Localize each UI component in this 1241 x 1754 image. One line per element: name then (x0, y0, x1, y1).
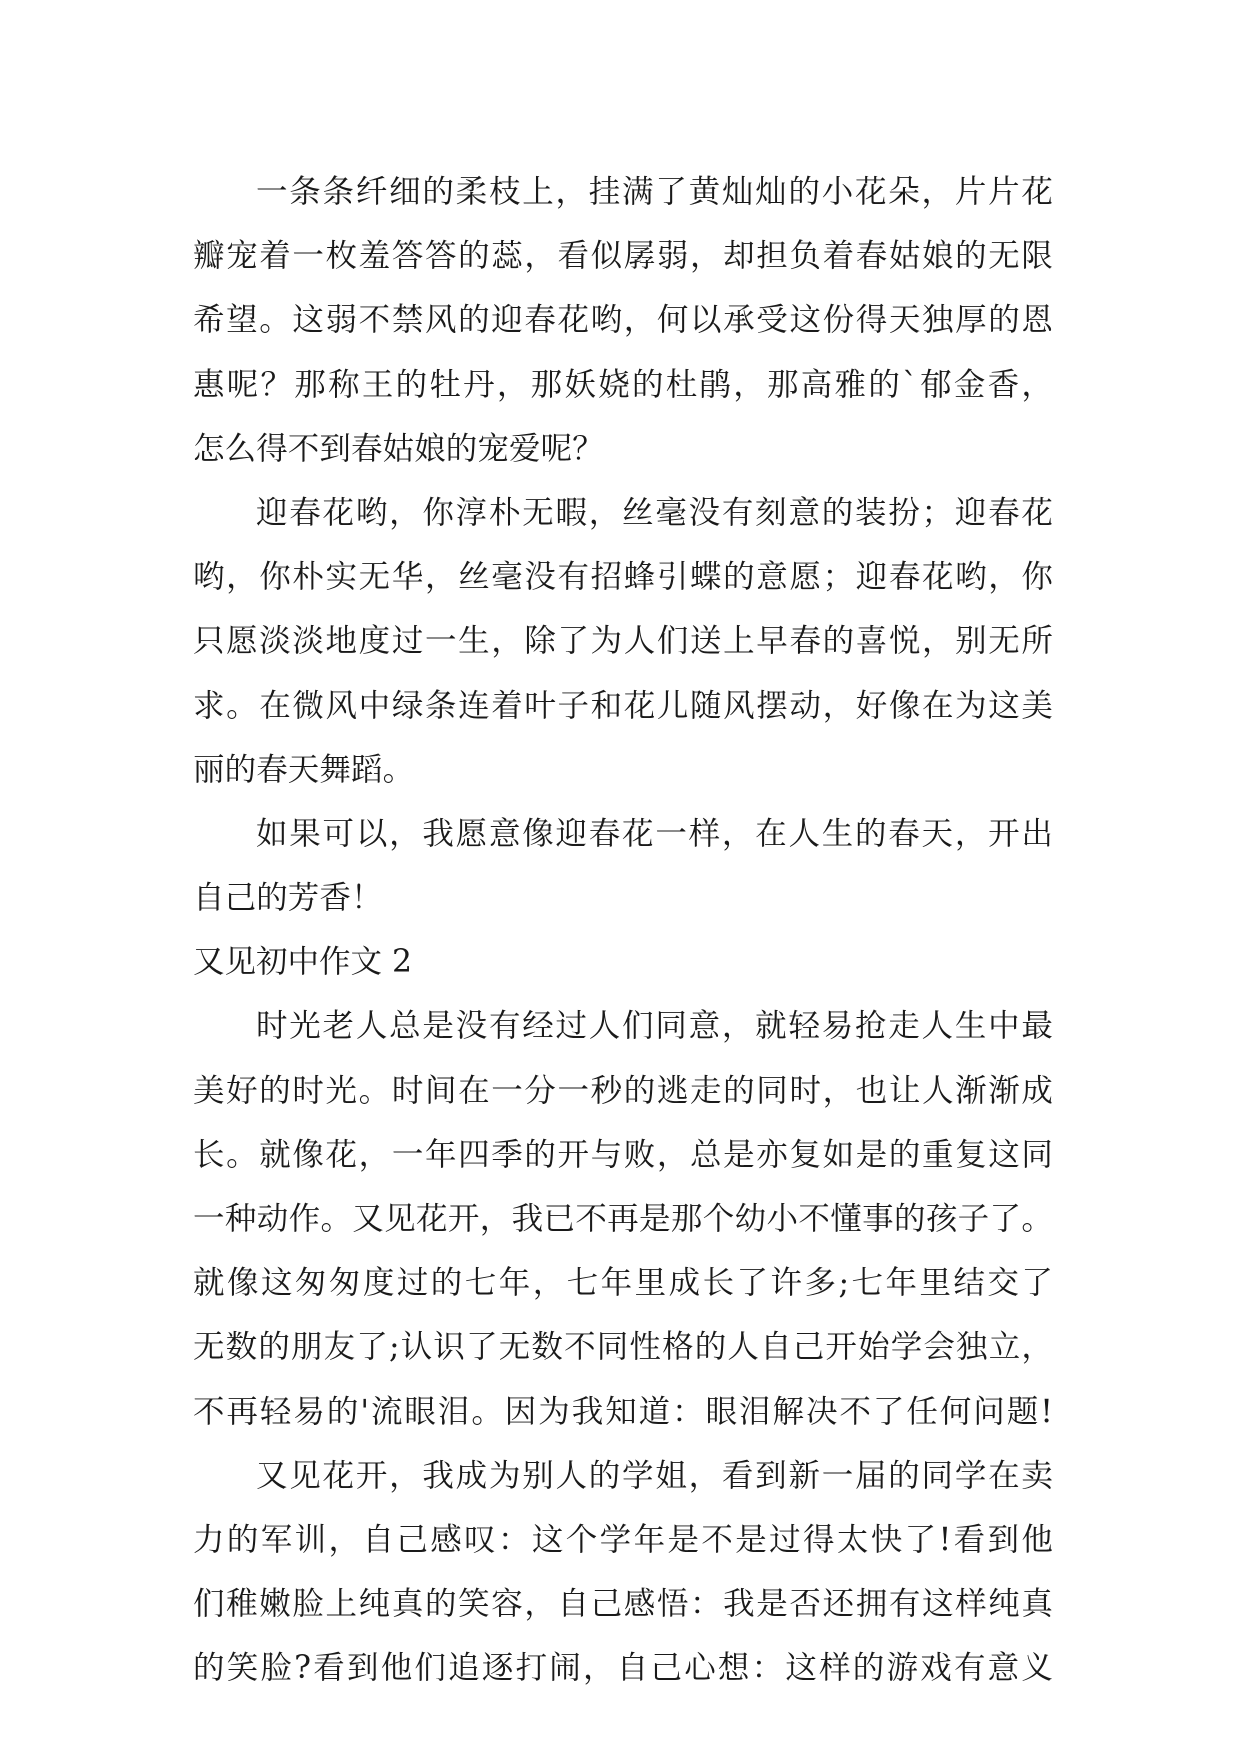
paragraph (193, 802, 1053, 930)
text-line: 哟，你朴实无华，丝毫没有招蜂引蝶的意愿；迎春花哟，你 (193, 559, 1053, 596)
text-line: 不再轻易的'流眼泪。因为我知道：眼泪解决不了任何问题! (193, 1393, 1053, 1430)
section-heading (193, 930, 1053, 994)
text-line: 力的军训，自己感叹：这个学年是不是过得太快了!看到他 (193, 1521, 1053, 1558)
text-line: 长。就像花，一年四季的开与败，总是亦复如是的重复这同 (193, 1136, 1053, 1173)
text-line: 希望。这弱不禁风的迎春花哟，何以承受这份得天独厚的恩 (193, 302, 1053, 339)
text-line: 时光老人总是没有经过人们同意，就轻易抢走人生中最 (256, 1008, 1053, 1045)
text-line: 自己的芳香！ (193, 880, 383, 917)
text-line: 一条条纤细的柔枝上，挂满了黄灿灿的小花朵，片片花 (256, 174, 1053, 210)
text-line: 惠呢？那称王的牡丹，那妖娆的杜鹃，那高雅的`郁金香， (193, 366, 1053, 403)
text-line: 怎么得不到春姑娘的宠爱呢？ (193, 430, 604, 467)
text-line: 又见花开，我成为别人的学姐，看到新一届的同学在卖 (256, 1457, 1053, 1494)
document-body (193, 160, 1053, 1701)
text-line: 只愿淡淡地度过一生，除了为人们送上早春的喜悦，别无所 (193, 623, 1053, 660)
text-line: 求。在微风中绿条连着叶子和花儿随风摆动，好像在为这美 (193, 687, 1053, 724)
text-line: 如果可以，我愿意像迎春花一样，在人生的春天，开出 (256, 815, 1053, 852)
text-line: 丽的春天舞蹈。 (193, 751, 415, 788)
text-line: 就像这匆匆度过的七年，七年里成长了许多;七年里结交了 (193, 1265, 1053, 1302)
text-line: 一种动作。又见花开，我已不再是那个幼小不懂事的孩子了。 (193, 1201, 1053, 1237)
text-line: 迎春花哟，你淳朴无暇，丝毫没有刻意的装扮；迎春花 (256, 494, 1053, 531)
text-line: 的笑脸?看到他们追逐打闹，自己心想：这样的游戏有意义 (193, 1650, 1053, 1687)
paragraph (193, 481, 1053, 802)
text-line: 瓣宠着一枚羞答答的蕊，看似孱弱，却担负着春姑娘的无限 (193, 238, 1053, 275)
text-line: 美好的时光。时间在一分一秒的逃走的同时，也让人渐渐成 (193, 1072, 1053, 1109)
paragraph (193, 1444, 1053, 1701)
paragraph (193, 994, 1053, 1443)
paragraph (193, 160, 1053, 481)
text-line: 们稚嫩脸上纯真的笑容，自己感悟：我是否还拥有这样纯真 (193, 1586, 1053, 1623)
heading-text: 又见初中作文 2 (193, 944, 413, 981)
text-line: 无数的朋友了;认识了无数不同性格的人自己开始学会独立， (193, 1329, 1053, 1366)
